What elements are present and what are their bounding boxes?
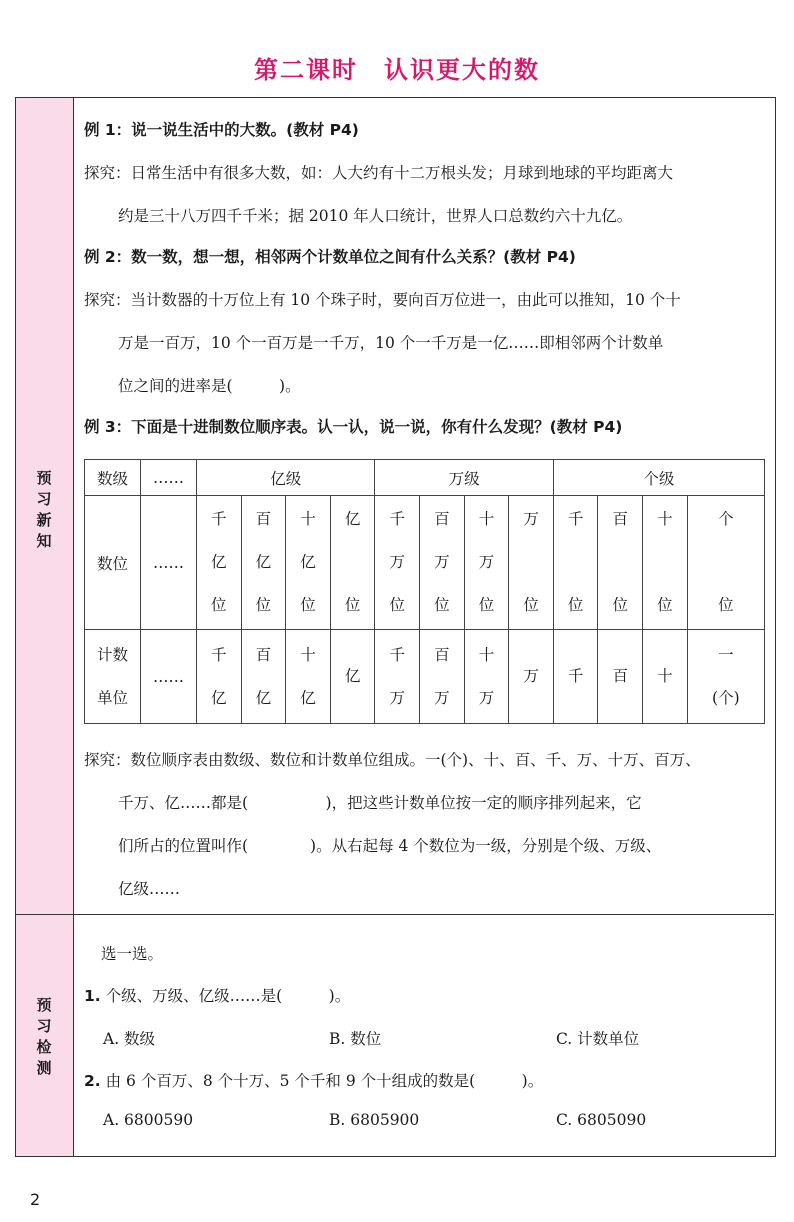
example-1-answer: 探究：日常生活中有很多大数，如：人大约有十二万根头发；月球到地球的平均距离大: [84, 164, 674, 182]
sidebar-char: 测: [36, 1059, 52, 1077]
example-3-answer-cont: 千万、亿……都是( )，把这些计数单位按一定的顺序排列起来，它: [118, 794, 642, 812]
check-instruction: 选一选。: [101, 945, 164, 963]
place-cell: 个 位: [687, 496, 764, 630]
place-value-table: [84, 459, 765, 724]
sidebar-preview-check: [16, 914, 74, 1156]
level-yi: 亿级: [197, 460, 375, 496]
sidebar-char: 知: [36, 532, 52, 550]
example-3-answer: 探究：数位顺序表由数级、数位和计数单位组成。一(个)、十、百、千、万、十万、百万、: [84, 751, 701, 769]
q2-option-c[interactable]: C. 6805090: [556, 1111, 647, 1129]
unit-cell: 千: [553, 630, 598, 724]
sidebar-char: 新: [36, 511, 52, 529]
q1-option-c[interactable]: C. 计数单位: [556, 1030, 640, 1048]
example-3-answer-cont3: 亿级……: [118, 880, 181, 898]
example-2-answer-blank: 位之间的进率是( )。: [118, 377, 301, 395]
level-ge: 个级: [553, 460, 764, 496]
place-cell: 千 位: [553, 496, 598, 630]
unit-cell: 十: [643, 630, 688, 724]
ellipsis-cell: ……: [141, 630, 197, 724]
section-divider: [16, 914, 774, 915]
place-cell: 万 位: [509, 496, 554, 630]
page-title: 第二课时 认识更大的数: [254, 56, 540, 84]
unit-cell: 十 亿: [286, 630, 331, 724]
ellipsis-cell: ……: [141, 496, 197, 630]
question-1: 1. 个级、万级、亿级……是( )。: [84, 987, 351, 1005]
unit-cell: 十 万: [464, 630, 509, 724]
q1-option-a[interactable]: A. 数级: [103, 1030, 156, 1048]
example-1-answer-cont: 约是三十八万四千千米；据 2010 年人口统计，世界人口总数约六十九亿。: [118, 207, 633, 225]
unit-cell: 百 万: [420, 630, 465, 724]
place-cell: 十 亿 位: [286, 496, 331, 630]
sidebar-char: 习: [36, 490, 52, 508]
row-label-place: 数位: [85, 496, 141, 630]
q2-option-b[interactable]: B. 6805900: [329, 1111, 420, 1129]
unit-cell: 千 亿: [197, 630, 242, 724]
sidebar-char: 检: [36, 1038, 52, 1056]
page-number: 2: [30, 1190, 41, 1209]
place-cell: 十 位: [643, 496, 688, 630]
worksheet-box: [15, 97, 776, 1157]
unit-cell: 百: [598, 630, 643, 724]
place-cell: 亿 位: [330, 496, 375, 630]
sidebar-preview-new: [16, 98, 74, 914]
example-2-answer: 探究：当计数器的十万位上有 10 个珠子时，要向百万位进一，由此可以推知，10 个十: [84, 291, 681, 309]
unit-cell: 亿: [330, 630, 375, 724]
ellipsis-cell: ……: [141, 460, 197, 496]
q2-option-a[interactable]: A. 6800590: [103, 1111, 194, 1129]
unit-cell: 百 亿: [241, 630, 286, 724]
place-cell: 百 位: [598, 496, 643, 630]
unit-cell: 万: [509, 630, 554, 724]
unit-cell: 千 万: [375, 630, 420, 724]
question-2: 2. 由 6 个百万、8 个十万、5 个千和 9 个十组成的数是( )。: [84, 1072, 544, 1090]
place-cell: 千 亿 位: [197, 496, 242, 630]
unit-cell: 一 (个): [687, 630, 764, 724]
level-wan: 万级: [375, 460, 553, 496]
example-1-question: 例 1：说一说生活中的大数。(教材 P4): [84, 121, 359, 139]
row-label-level: 数级: [85, 460, 141, 496]
sidebar-char: 预: [36, 996, 52, 1014]
example-2-answer-cont: 万是一百万，10 个一百万是一千万，10 个一千万是一亿……即相邻两个计数单: [118, 334, 664, 352]
place-cell: 百 万 位: [420, 496, 465, 630]
q1-option-b[interactable]: B. 数位: [329, 1030, 382, 1048]
sidebar-char: 预: [36, 469, 52, 487]
example-3-question: 例 3：下面是十进制数位顺序表。认一认，说一说，你有什么发现？(教材 P4): [84, 418, 623, 436]
row-label-unit: 计数单位: [85, 630, 141, 724]
place-cell: 十 万 位: [464, 496, 509, 630]
place-cell: 千 万 位: [375, 496, 420, 630]
place-cell: 百 亿 位: [241, 496, 286, 630]
example-3-answer-cont2: 们所占的位置叫作( )。从右起每 4 个数位为一级，分别是个级、万级、: [118, 837, 662, 855]
sidebar-char: 习: [36, 1017, 52, 1035]
example-2-question: 例 2：数一数，想一想，相邻两个计数单位之间有什么关系？(教材 P4): [84, 248, 576, 266]
